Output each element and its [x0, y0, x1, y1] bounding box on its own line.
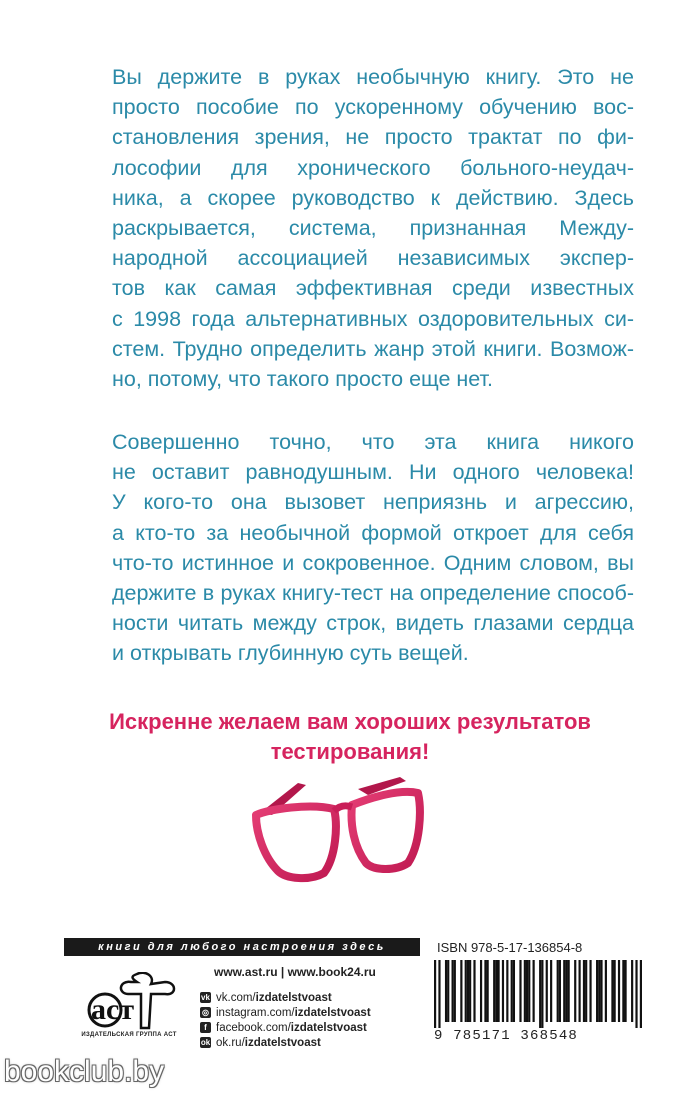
text-line: народной ассоциацией независимых экспер- — [112, 246, 634, 271]
text-line: и открывать глубинную суть вещей. — [112, 641, 469, 666]
social-prefix: instagram.com/ — [216, 1006, 295, 1019]
barcode-bar — [513, 960, 515, 1022]
barcode-bar — [519, 960, 521, 1022]
social-link[interactable] — [200, 1035, 371, 1050]
text-line: просто пособие по ускоренному обучению вос- — [112, 95, 634, 120]
barcode-bar — [574, 960, 576, 1022]
social-links — [200, 990, 371, 1050]
watermark: bookclub.by — [4, 1055, 165, 1088]
barcode-bar — [622, 960, 624, 1022]
text-line: с 1998 года альтернативных оздоровительных си- — [112, 306, 634, 331]
social-handle: izdatelstvoast — [290, 1021, 367, 1034]
website-links[interactable]: www.ast.ru | www.book24.ru — [214, 965, 376, 979]
publisher-name: ИЗДАТЕЛЬСКАЯ ГРУППА АСТ — [81, 1032, 177, 1038]
barcode-bar — [511, 960, 513, 1022]
barcode-bar — [473, 960, 475, 1022]
barcode-bar — [631, 960, 633, 1022]
social-link[interactable] — [200, 1020, 371, 1035]
barcode-bar — [493, 960, 495, 1022]
text-line: не оставит равнодушным. Ни одного человека! — [112, 460, 634, 485]
second-paragraph — [112, 427, 634, 669]
text-line: тов как самая эффективная среди известных — [112, 276, 634, 301]
social-link[interactable] — [200, 1005, 371, 1020]
text-line: ника, а скорее руководство к действию. Здесь — [112, 185, 634, 210]
text-line: стем. Трудно определить жанр этой книги. Возмож- — [112, 336, 634, 361]
glasses-illustration — [250, 775, 425, 895]
barcode-bar — [559, 960, 561, 1022]
text-line: что-то истинное и сокровенное. Одним словом, вы — [112, 550, 634, 575]
barcode-bar — [618, 960, 620, 1022]
barcode-bar — [611, 960, 613, 1022]
barcode-digits: 9 785171 368548 — [434, 1028, 579, 1044]
social-handle: izdatelstvoast — [294, 1006, 371, 1019]
ast-logo — [85, 972, 180, 1034]
intro-paragraph — [112, 62, 634, 394]
barcode-bar — [454, 960, 456, 1022]
barcode-bar — [480, 960, 482, 1022]
barcode-bar — [487, 960, 489, 1022]
barcode-bar — [452, 960, 454, 1022]
barcode-bar — [605, 960, 607, 1022]
social-handle: izdatelstvoast — [244, 1036, 321, 1049]
publisher-slogan-banner: книги для любого настроения здесь — [64, 938, 420, 956]
barcode-bar — [596, 960, 598, 1022]
barcode-bar — [438, 960, 440, 1028]
barcode-bar — [434, 960, 436, 1028]
barcode-bar — [624, 960, 626, 1022]
barcode-bar — [546, 960, 548, 1022]
barcode-bar — [589, 960, 591, 1022]
barcode-bar — [447, 960, 449, 1022]
barcode-bar — [526, 960, 528, 1022]
text-line: У кого-то она вызовет неприязнь и агрессию, — [112, 490, 634, 515]
barcode-bar — [445, 960, 447, 1022]
barcode-bar — [640, 960, 642, 1028]
barcode-bar — [506, 960, 508, 1022]
logo-text: аст — [91, 993, 135, 1026]
barcode-bar — [484, 960, 486, 1022]
social-prefix: ok.ru/ — [216, 1036, 245, 1049]
barcode-bar — [497, 960, 499, 1022]
barcode-bar — [568, 960, 570, 1022]
barcode-bar — [579, 960, 581, 1022]
text-line: но, потому, что такого просто еще нет. — [112, 367, 493, 392]
ok-icon: ok — [200, 1038, 211, 1047]
barcode-bar — [583, 960, 585, 1022]
barcode-bar — [565, 960, 567, 1022]
barcode-bar — [460, 960, 462, 1022]
barcode-bar — [528, 960, 530, 1022]
barcode-bar — [524, 960, 526, 1022]
isbn-number: ISBN 978-5-17-136854-8 — [437, 940, 583, 955]
barcode-bar — [467, 960, 469, 1022]
barcode — [434, 960, 642, 1028]
wish-line-1: Искренне желаем вам хороших результатов — [109, 709, 591, 734]
barcode-bar — [550, 960, 552, 1022]
barcode-bar — [539, 960, 541, 1028]
barcode-bar — [557, 960, 559, 1022]
text-line: ности читать между строк, видеть глазами сердца — [112, 611, 634, 636]
social-handle: izdatelstvoast — [255, 991, 332, 1004]
barcode-bar — [533, 960, 535, 1022]
barcode-bar — [502, 960, 504, 1022]
wish-heading — [60, 707, 640, 767]
text-line: раскрывается, система, признанная Между- — [112, 216, 634, 241]
barcode-bar — [469, 960, 471, 1022]
barcode-bar — [614, 960, 616, 1022]
wish-line-2: тестирования! — [270, 739, 430, 764]
text-line: становления зрения, не просто трактат по фи- — [112, 125, 634, 150]
barcode-bar — [600, 960, 602, 1022]
text-line: держите в руках книгу-тест на определение способ- — [112, 581, 634, 606]
text-line: лософии для хронического больного-неудач- — [112, 155, 634, 180]
barcode-bar — [585, 960, 587, 1022]
barcode-bar — [635, 960, 637, 1028]
social-prefix: vk.com/ — [216, 991, 256, 1004]
social-prefix: facebook.com/ — [216, 1021, 291, 1034]
barcode-bar — [541, 960, 543, 1028]
text-line: Вы держите в руках необычную книгу. Это не — [112, 65, 634, 89]
vk-icon: vk — [201, 993, 210, 1002]
barcode-bar — [495, 960, 497, 1022]
text-line: а кто-то за необычной формой откроет для себя — [112, 520, 634, 545]
social-link[interactable] — [200, 990, 371, 1005]
instagram-icon: ◎ — [200, 1007, 211, 1018]
text-line: Совершенно точно, что эта книга никого — [112, 430, 634, 454]
barcode-bar — [598, 960, 600, 1022]
barcode-bar — [563, 960, 565, 1022]
facebook-icon: f — [200, 1022, 211, 1033]
barcode-bar — [465, 960, 467, 1022]
